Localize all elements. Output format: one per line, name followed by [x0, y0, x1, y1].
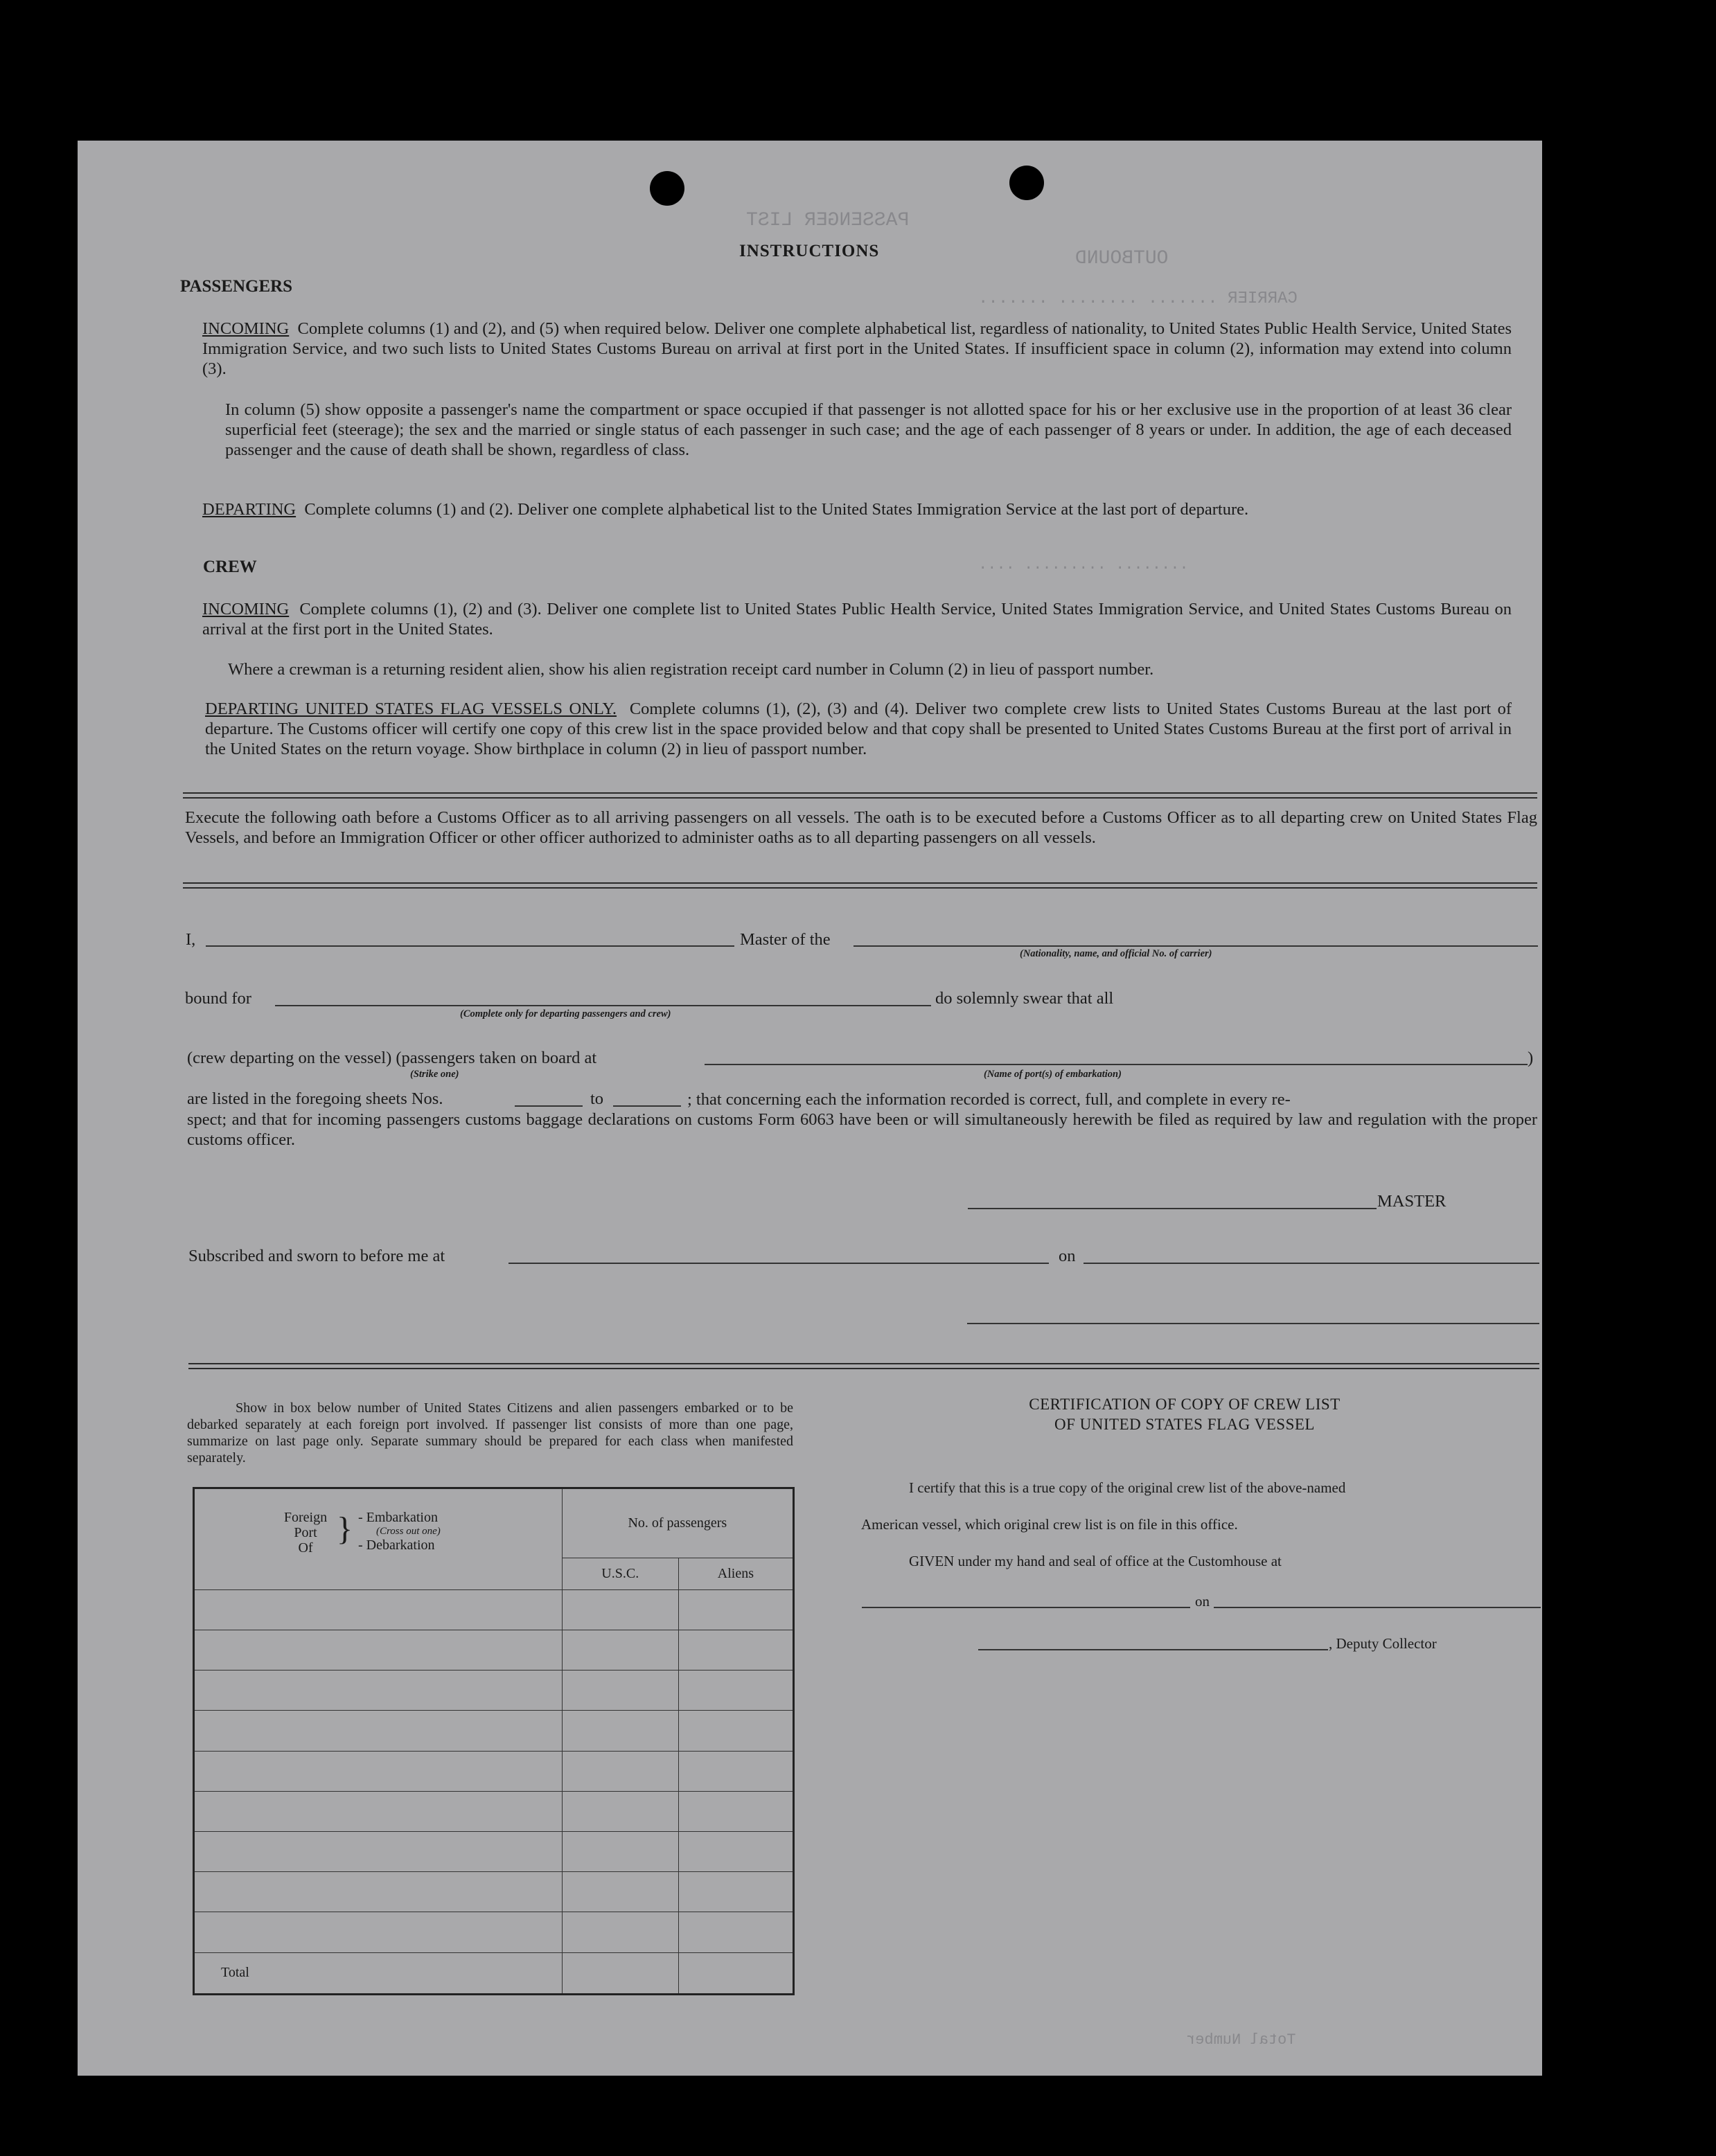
- aliens-header: Aliens: [678, 1558, 793, 1589]
- given-text: GIVEN under my hand and seal of office at the Customhouse at: [909, 1553, 1282, 1569]
- passengers-departing-paragraph: [202, 499, 1512, 519]
- usc-cell[interactable]: [562, 1912, 678, 1952]
- certification-title: [921, 1394, 1448, 1434]
- crew-resident-paragraph: Where a crewman is a returning resident alien, show his alien registration receipt card number in Column (2) in lieu of passport number.: [228, 660, 1154, 679]
- certify-text: I certify that this is a true copy of the original crew list of the above-named: [909, 1479, 1346, 1496]
- table-row[interactable]: [194, 1831, 563, 1871]
- aliens-cell[interactable]: [678, 1711, 793, 1751]
- crew-departing-text: (crew departing on the vessel) (passengers taken on board at: [187, 1049, 597, 1067]
- sheets-text: ; that concerning each the information recorded is correct, full, and complete in every re-: [687, 1090, 1291, 1109]
- deputy-signature-line[interactable]: [978, 1649, 1328, 1650]
- bleed-through-text: OUTBOUND: [1075, 248, 1169, 269]
- sheets-to-label: to: [590, 1089, 604, 1108]
- swear-label: do solemnly swear that all: [935, 989, 1114, 1008]
- column5-paragraph: In column (5) show opposite a passenger's name the compartment or space occupied if that passenger is not allotted space for his or her exclusive use in the proportion of at least 36 clear superficial feet (steerage); the sex and the married or single status of each passenger in such case; and the age of each passenger of 8 years or under. In addition, the age of each deceased passenger and the cause of death shall be shown, regardless of class.: [225, 400, 1512, 459]
- certification-on-label: on: [1195, 1593, 1210, 1610]
- subscribed-place-line[interactable]: [508, 1263, 1049, 1264]
- officer-signature-line[interactable]: [967, 1323, 1539, 1324]
- crew-incoming-label: INCOMING: [202, 600, 290, 618]
- usc-cell[interactable]: [562, 1630, 678, 1670]
- bleed-through-text: Total Number: [1186, 2031, 1296, 2049]
- port-label: Port: [294, 1524, 317, 1540]
- strike-one-caption: (Strike one): [410, 1069, 459, 1080]
- passengers-heading: PASSENGERS: [180, 277, 293, 296]
- american-vessel-text: American vessel, which original crew list is on file in this office.: [861, 1516, 1238, 1533]
- no-of-passengers-header: No. of passengers: [562, 1488, 793, 1558]
- sheets-to-line[interactable]: [613, 1105, 681, 1107]
- sheets-from-line[interactable]: [515, 1105, 583, 1107]
- punch-hole: [1009, 166, 1044, 200]
- crew-incoming-text: Complete columns (1), (2) and (3). Deliver one complete list to United States Public Health Service, United States Immigration Service, and United States Customs Bureau on arrival at the first port in the United States.: [202, 600, 1512, 639]
- carrier-caption: (Nationality, name, and official No. of carrier): [1020, 948, 1212, 959]
- punch-hole: [650, 171, 684, 206]
- aliens-cell[interactable]: [678, 1872, 793, 1912]
- embark-options: [358, 1510, 441, 1553]
- crew-departing-text: Complete columns (1), (2), (3) and (4). Deliver two complete crew lists to United States Customs Bureau at the last port of departure. The Customs officer will certify one copy of this crew list in the space provided below and that copy shall be presented to United States Customs Bureau at the first port of arrival in the United States on the return voyage. Show birthplace in column (2) in lieu of passport number.: [205, 700, 1512, 758]
- table-row[interactable]: [194, 1671, 563, 1711]
- table-row[interactable]: [194, 1872, 563, 1912]
- brace-icon: }: [337, 1510, 353, 1547]
- certification-title-line1: CERTIFICATION OF COPY OF CREW LIST: [1029, 1396, 1341, 1413]
- usc-header: U.S.C.: [562, 1558, 678, 1589]
- of-label: Of: [298, 1540, 313, 1556]
- port-caption: (Name of port(s) of embarkation): [984, 1069, 1122, 1080]
- table-row[interactable]: [194, 1589, 563, 1630]
- deputy-collector-label: , Deputy Collector: [1329, 1635, 1437, 1652]
- aliens-cell[interactable]: [678, 1791, 793, 1831]
- crew-departing-label: [187, 1049, 596, 1068]
- crew-departing-paragraph: [205, 699, 1512, 759]
- customhouse-line[interactable]: [862, 1607, 1190, 1608]
- table-row[interactable]: [194, 1791, 563, 1831]
- certification-date-line[interactable]: [1214, 1607, 1541, 1608]
- form-sheet: [78, 141, 1542, 2076]
- master-name-line[interactable]: [206, 945, 734, 947]
- crew-heading: CREW: [203, 558, 257, 576]
- aliens-cell[interactable]: [678, 1671, 793, 1711]
- bound-for-label: bound for: [185, 989, 251, 1008]
- foreign-label: Foreign: [283, 1509, 328, 1525]
- bound-for-caption: (Complete only for departing passengers and crew): [460, 1008, 671, 1019]
- foreign-port-of: [276, 1510, 335, 1556]
- section-divider: [183, 882, 1537, 889]
- table-row[interactable]: [194, 1711, 563, 1751]
- bleed-through-text: PASSENGER LIST: [746, 210, 910, 231]
- section-divider: [183, 792, 1537, 799]
- usc-cell[interactable]: [562, 1671, 678, 1711]
- debarkation-label: - Debarkation: [358, 1537, 435, 1553]
- embarkation-label: - Embarkation: [358, 1509, 438, 1525]
- summary-instruction: Show in box below number of United States Citizens and alien passengers embarked or to be debarked separately at each foreign port involved. If passenger list consists of more than one page, summarize on last page only. Separate summary should be prepared for each class when manifested separately.: [187, 1400, 793, 1465]
- aliens-cell[interactable]: [678, 1831, 793, 1871]
- subscribed-label: Subscribed and sworn to before me at: [188, 1247, 445, 1265]
- master-label: MASTER: [1377, 1192, 1447, 1211]
- passengers-incoming-text: Complete columns (1) and (2), and (5) when required below. Deliver one complete alphabetical list, regardless of nationality, to United States Public Health Service, United States Immigration Service, and two such lists to United States Customs Bureau on arrival at first port in the United States. If insufficient space in column (2), information may extend into column (3).: [202, 319, 1512, 378]
- crew-incoming-paragraph: [202, 599, 1512, 639]
- passengers-incoming-paragraph: [202, 319, 1512, 379]
- oath-intro: Execute the following oath before a Customs Officer as to all arriving passengers on all vessels. The oath is to be executed before a Customs Officer as to all departing crew on United States Flag Vessels, and before an Immigration Officer or other officer authorized to administer oaths as to all departing passengers on all vessels.: [185, 808, 1537, 847]
- passengers-incoming-label: INCOMING: [202, 319, 290, 338]
- section-divider: [188, 1363, 1539, 1369]
- crew-departing-label: DEPARTING UNITED STATES FLAG VESSELS ONLY.: [205, 700, 617, 718]
- table-row[interactable]: [194, 1912, 563, 1952]
- oath-i-label: I,: [186, 930, 196, 949]
- master-signature-line[interactable]: [968, 1208, 1377, 1209]
- aliens-cell[interactable]: [678, 1589, 793, 1630]
- bleed-through-text: CARRIER ....... ........ .......: [978, 289, 1298, 308]
- aliens-cell[interactable]: [678, 1912, 793, 1952]
- embarkation-port-line[interactable]: [705, 1064, 1528, 1065]
- page-title: INSTRUCTIONS: [739, 242, 880, 260]
- bleed-through-text: ........ ......... ....: [978, 556, 1189, 573]
- passenger-summary-table: [193, 1487, 795, 1995]
- table-row[interactable]: [194, 1751, 563, 1791]
- sheets-continuation: spect; and that for incoming passengers customs baggage declarations on customs Form 6063 have been or will simultaneously herewith be filed as required by law and regulation with the proper customs officer.: [187, 1110, 1537, 1149]
- usc-cell[interactable]: [562, 1589, 678, 1630]
- master-of-label: Master of the: [740, 930, 831, 949]
- aliens-cell[interactable]: [678, 1751, 793, 1791]
- certification-title-line2: OF UNITED STATES FLAG VESSEL: [1054, 1416, 1315, 1433]
- passengers-departing-label: DEPARTING: [202, 500, 297, 519]
- total-usc-cell[interactable]: [562, 1952, 678, 1994]
- usc-cell[interactable]: [562, 1791, 678, 1831]
- bound-for-line[interactable]: [275, 1005, 931, 1006]
- passengers-departing-text: Complete columns (1) and (2). Deliver one complete alphabetical list to the United States Immigration Service at the last port of departure.: [304, 500, 1249, 519]
- usc-cell[interactable]: [562, 1751, 678, 1791]
- carrier-line[interactable]: [853, 945, 1538, 947]
- subscribed-date-line[interactable]: [1083, 1263, 1539, 1264]
- usc-cell[interactable]: [562, 1831, 678, 1871]
- close-paren: ): [1528, 1049, 1534, 1067]
- total-label: Total: [194, 1952, 563, 1994]
- table-row[interactable]: [194, 1630, 563, 1670]
- usc-cell[interactable]: [562, 1711, 678, 1751]
- cross-out-label: (Cross out one): [376, 1525, 441, 1537]
- usc-cell[interactable]: [562, 1872, 678, 1912]
- subscribed-on-label: on: [1059, 1247, 1076, 1265]
- foreign-port-header: [194, 1488, 563, 1590]
- aliens-cell[interactable]: [678, 1630, 793, 1670]
- total-aliens-cell[interactable]: [678, 1952, 793, 1994]
- sheets-label: are listed in the foregoing sheets Nos.: [187, 1089, 443, 1108]
